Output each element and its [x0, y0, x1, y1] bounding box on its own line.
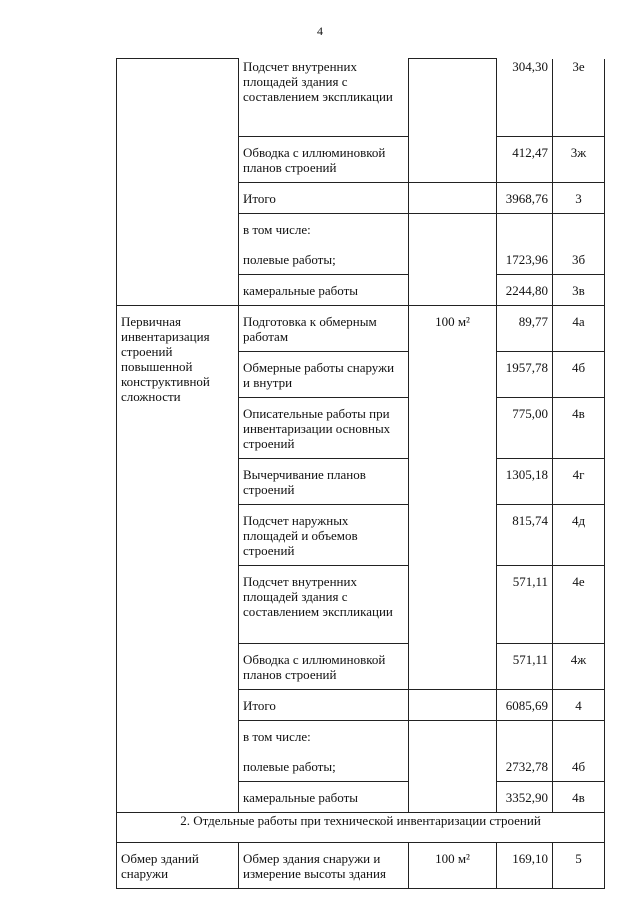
- work-name: Описательные работы при инвентаризации основных строений: [239, 398, 409, 459]
- price-cell: 815,74: [497, 505, 553, 566]
- code-cell: 4: [553, 690, 605, 721]
- code-cell: 4б: [553, 751, 605, 782]
- code-cell: [553, 214, 605, 245]
- work-name: полевые работы;: [239, 751, 409, 782]
- code-cell: 3в: [553, 275, 605, 306]
- work-name: Подсчет внутренних площадей здания с составлением экспликации: [239, 59, 409, 137]
- code-cell: 3б: [553, 244, 605, 275]
- price-cell: 169,10: [497, 843, 553, 889]
- table-row: [117, 843, 605, 889]
- section-heading: 2. Отдельные работы при технической инвентаризации строений: [117, 813, 605, 843]
- work-name: полевые работы;: [239, 244, 409, 275]
- work-name: камеральные работы: [239, 782, 409, 813]
- work-name: Подсчет внутренних площадей здания с составлением экспликации: [239, 566, 409, 644]
- code-cell: [553, 721, 605, 752]
- price-cell: 1723,96: [497, 244, 553, 275]
- price-cell: [497, 721, 553, 752]
- code-cell: 3е: [553, 59, 605, 137]
- work-name: Вычерчивание планов строений: [239, 459, 409, 505]
- unit-cell: [409, 183, 497, 214]
- code-cell: 4е: [553, 566, 605, 644]
- price-cell: 2732,78: [497, 751, 553, 782]
- row-category: Первичная инвентаризация строений повышенной конструктивной сложности: [117, 306, 239, 813]
- unit-cell: [409, 59, 497, 183]
- price-cell: 3352,90: [497, 782, 553, 813]
- work-name: Подсчет наружных площадей и объемов строений: [239, 505, 409, 566]
- work-name: Обмерные работы снаружи и внутри: [239, 352, 409, 398]
- work-name: Итого: [239, 690, 409, 721]
- unit-cell: [409, 721, 497, 813]
- price-cell: 3968,76: [497, 183, 553, 214]
- table-row: [117, 59, 605, 137]
- table-row: [117, 306, 605, 352]
- price-cell: 571,11: [497, 644, 553, 690]
- price-cell: 6085,69: [497, 690, 553, 721]
- price-cell: 1957,78: [497, 352, 553, 398]
- pricing-table: [116, 58, 605, 889]
- code-cell: 4ж: [553, 644, 605, 690]
- page-number: 4: [317, 24, 323, 38]
- unit-cell: 100 м²: [409, 843, 497, 889]
- code-cell: 4д: [553, 505, 605, 566]
- work-name: камеральные работы: [239, 275, 409, 306]
- work-name: Обводка с иллюминовкой планов строений: [239, 644, 409, 690]
- work-name: Обводка с иллюминовкой планов строений: [239, 137, 409, 183]
- price-cell: 412,47: [497, 137, 553, 183]
- table-row: [117, 813, 605, 843]
- row-category: [117, 59, 239, 306]
- price-cell: [497, 214, 553, 245]
- price-cell: 775,00: [497, 398, 553, 459]
- code-cell: 3ж: [553, 137, 605, 183]
- unit-cell: 100 м²: [409, 306, 497, 690]
- price-cell: 2244,80: [497, 275, 553, 306]
- price-cell: 89,77: [497, 306, 553, 352]
- unit-cell: [409, 214, 497, 306]
- code-cell: 4а: [553, 306, 605, 352]
- price-cell: 304,30: [497, 59, 553, 137]
- code-cell: 4в: [553, 782, 605, 813]
- price-cell: 571,11: [497, 566, 553, 644]
- unit-cell: [409, 690, 497, 721]
- code-cell: 5: [553, 843, 605, 889]
- code-cell: 3: [553, 183, 605, 214]
- work-name: Обмер здания снаружи и измерение высоты здания: [239, 843, 409, 889]
- work-name: в том числе:: [239, 214, 409, 245]
- work-name: в том числе:: [239, 721, 409, 752]
- work-name: Итого: [239, 183, 409, 214]
- code-cell: 4б: [553, 352, 605, 398]
- price-cell: 1305,18: [497, 459, 553, 505]
- code-cell: 4г: [553, 459, 605, 505]
- work-name: Подготовка к обмерным работам: [239, 306, 409, 352]
- row-category: Обмер зданий снаружи: [117, 843, 239, 889]
- code-cell: 4в: [553, 398, 605, 459]
